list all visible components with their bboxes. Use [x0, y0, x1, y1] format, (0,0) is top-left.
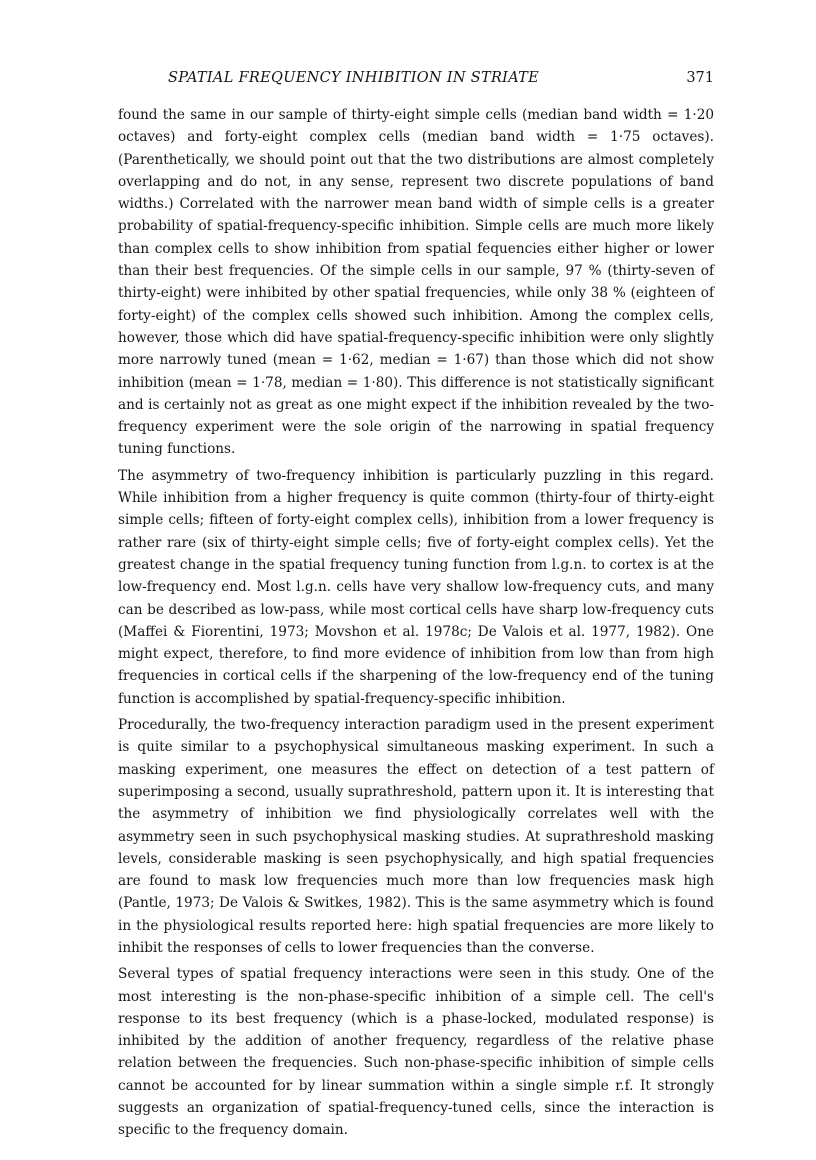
page-number: 371 — [686, 70, 714, 86]
paragraph-masking: Procedurally, the two-frequency interaction paradigm used in the present experiment is quite similar to a psychophysical simultaneous masking experiment. In such a masking experiment, one measures the effect on detection of a test pattern of superimposing a second, usually suprathreshold, pattern upon it. It is interesting that the asymmetry of inhibition we find physiologically correlates well with the asymmetry seen in such psychophysical masking studies. At suprathreshold masking levels, considerable masking is seen psychophysically, and high spatial frequencies are found to mask low frequencies much more than low frequencies mask high (Pantle, 1973; De Valois & Switkes, 1982). This is the same asymmetry which is found in the physiological results reported here: high spatial frequencies are more likely to inhibit the responses of cells to lower frequencies than the converse. — [118, 717, 714, 956]
page-header — [118, 70, 714, 94]
paragraph-asymmetry: The asymmetry of two-frequency inhibition is particularly puzzling in this regard. While inhibition from a higher frequency is quite common (thirty-four of thirty-eight simple cells; fifteen of forty-eight complex cells), inhibition from a lower frequency is rather rare (six of thirty-eight simple cells; five of forty-eight complex cells). Yet the greatest change in the spatial frequency tuning function from l.g.n. to cortex is at the low-frequency end. Most l.g.n. cells have very shallow low-frequency cuts, and many can be described as low-pass, while most cortical cells have sharp low-frequency cuts (Maffei & Fiorentini, 1973; Movshon et al. 1978c; De Valois et al. 1977, 1982). One might expect, therefore, to find more evidence of inhibition from low than from high frequencies in cortical cells if the sharpening of the low-frequency end of the tuning function is accomplished by spatial-frequency-specific inhibition. — [118, 467, 714, 707]
paragraph-interactions: Several types of spatial frequency interactions were seen in this study. One of the most interesting is the non-phase-specific inhibition of a simple cell. The cell's response to its best frequency (which is a phase-locked, modulated response) is inhibited by the addition of another frequency, regardless of the relative phase relation between the frequencies. Such non-phase-specific inhibition of simple cells cannot be accounted for by linear summation within a single simple r.f. It strongly suggests an organization of spatial-frequency-tuned cells, since the interaction is specific to the frequency domain. — [118, 966, 714, 1139]
running-title: SPATIAL FREQUENCY INHIBITION IN STRIATE — [168, 70, 540, 86]
paragraph-band-width: found the same in our sample of thirty-eight simple cells (median band width = 1·20 octaves) and forty-eight complex cells (median band width = 1·75 octaves). (Parenthetically, we should point out that the two distributions are almost completely overlapping and do not, in any sense, represent two discrete populations of band widths.) Correlated with the narrower mean band width of simple cells is a greater probability of spatial-frequency-specific inhibition. Simple cells are much more likely than complex cells to show inhibition from spatial fequencies either higher or lower than their best frequencies. Of the simple cells in our sample, 97 % (thirty-seven of thirty-eight) were inhibited by other spatial frequencies, while only 38 % (eighteen of forty-eight) of the complex cells showed such inhibition. Among the complex cells, however, those which did have spatial-frequency-specific inhibition were only slightly more narrowly tuned (mean = 1·62, median = 1·67) than those which did not show inhibition (mean = 1·78, median = 1·80). This difference is not statistically significant and is certainly not as great as one might expect if the inhibition revealed by the two-frequency experiment were the sole origin of the narrowing in spatial frequency tuning functions. — [118, 107, 714, 458]
body-text — [118, 104, 714, 1146]
